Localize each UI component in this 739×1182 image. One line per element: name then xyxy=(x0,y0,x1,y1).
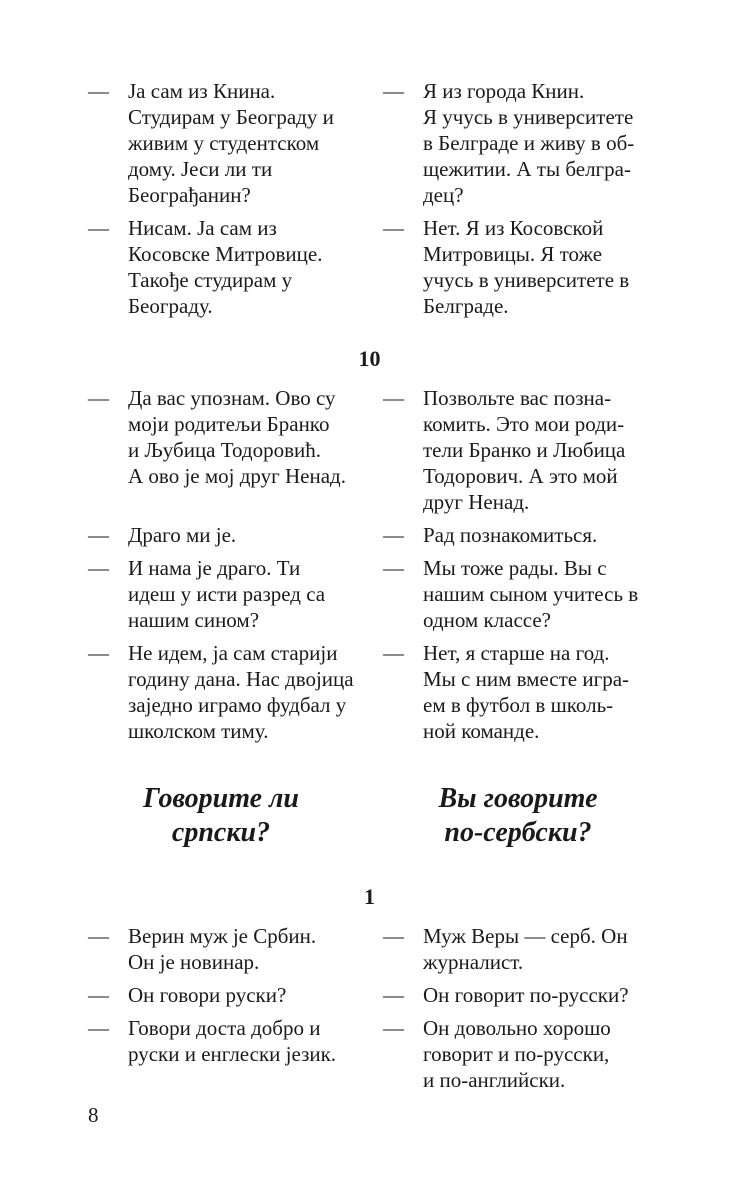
dash: — xyxy=(383,924,404,948)
dialogue-row xyxy=(0,104,739,130)
dialogue-row xyxy=(0,1015,739,1041)
dialogue-row xyxy=(0,607,739,633)
dialogue-row xyxy=(0,182,739,208)
serbian-line: Да вас упознам. Ово су xyxy=(128,386,336,410)
dash: — xyxy=(383,1016,404,1040)
dialogue-block-1 xyxy=(0,923,739,1093)
russian-line: Позвольте вас позна- xyxy=(423,386,612,410)
russian-line: щежитии. А ты белгра- xyxy=(423,157,631,181)
dialogue-row xyxy=(0,949,739,975)
russian-line: комить. Это мои роди- xyxy=(423,412,625,436)
serbian-line: Он говори руски? xyxy=(128,983,287,1007)
dash: — xyxy=(88,924,109,948)
dash: — xyxy=(88,556,109,580)
serbian-line: Он је новинар. xyxy=(128,950,260,974)
heading-line: Вы говорите xyxy=(438,783,598,814)
dialogue-row xyxy=(0,215,739,241)
russian-line: Нет, я старше на год. xyxy=(423,641,610,665)
dialogue-row xyxy=(0,463,739,489)
dialogue-row xyxy=(0,156,739,182)
dialogue-row xyxy=(0,522,739,548)
dialogue-row xyxy=(0,241,739,267)
dialogue-row xyxy=(0,718,739,744)
russian-line: друг Ненад. xyxy=(423,490,530,514)
dialogue-row xyxy=(0,666,739,692)
dialogue-row xyxy=(0,555,739,581)
page-number: 8 xyxy=(88,1103,99,1127)
section-number: 1 xyxy=(364,884,375,909)
dialogue-row xyxy=(0,130,739,156)
serbian-line: и Љубица Тодоровић. xyxy=(128,438,321,462)
serbian-line: школском тиму. xyxy=(128,719,269,743)
russian-line: Тодорович. А это мой xyxy=(423,464,618,488)
dialogue-row xyxy=(0,640,739,666)
russian-line: Нет. Я из Косовской xyxy=(423,216,604,240)
dash: — xyxy=(383,216,404,240)
serbian-line: Драго ми је. xyxy=(128,523,237,547)
dialogue-row xyxy=(0,267,739,293)
russian-line: ем в футбол в школь- xyxy=(423,693,614,717)
russian-line: Мы с ним вместе игра- xyxy=(423,667,630,691)
russian-line: одном классе? xyxy=(423,608,551,632)
dash: — xyxy=(88,983,109,1007)
dash: — xyxy=(88,386,109,410)
serbian-line: Студирам у Београду и xyxy=(128,105,334,129)
russian-line: Я из города Книн. xyxy=(423,79,585,103)
heading-line: српски? xyxy=(171,817,271,848)
serbian-line: Београђанин? xyxy=(128,183,251,207)
heading-serbian xyxy=(71,782,371,850)
russian-line: Он говорит по-русски? xyxy=(423,983,629,1007)
dialogue-row xyxy=(0,385,739,411)
dialogue-row xyxy=(0,78,739,104)
serbian-line: Косовске Митровице. xyxy=(128,242,323,266)
serbian-line: моји родитељи Бранко xyxy=(128,412,330,436)
dialogue-block-a xyxy=(0,78,739,319)
dash: — xyxy=(88,641,109,665)
russian-line: Митровицы. Я тоже xyxy=(423,242,603,266)
russian-line: Я учусь в университете xyxy=(423,105,634,129)
serbian-line: Такође студирам у xyxy=(128,268,293,292)
serbian-line: заједно играмо фудбал у xyxy=(128,693,347,717)
serbian-line: живим у студентском xyxy=(128,131,320,155)
russian-line: тели Бранко и Любица xyxy=(423,438,626,462)
dash: — xyxy=(88,1016,109,1040)
dialogue-row xyxy=(0,437,739,463)
serbian-line: Говори доста добро и xyxy=(128,1016,321,1040)
dialogue-row xyxy=(0,923,739,949)
dialogue-row xyxy=(0,489,739,515)
serbian-line: Ја сам из Книна. xyxy=(128,79,276,103)
dialogue-row xyxy=(0,692,739,718)
dash: — xyxy=(383,983,404,1007)
serbian-line: Не идем, ја сам старији xyxy=(128,641,338,665)
heading-line: Говорите ли xyxy=(143,783,299,814)
russian-line: Белграде. xyxy=(423,294,509,318)
russian-line: Он довольно хорошо xyxy=(423,1016,611,1040)
russian-line: Рад познакомиться. xyxy=(423,523,598,547)
serbian-line: Верин муж је Србин. xyxy=(128,924,317,948)
dash: — xyxy=(383,79,404,103)
serbian-line: идеш у исти разред са xyxy=(128,582,326,606)
russian-line: учусь в университете в xyxy=(423,268,630,292)
russian-line: ной команде. xyxy=(423,719,540,743)
dash: — xyxy=(383,556,404,580)
dialogue-row xyxy=(0,982,739,1008)
dash: — xyxy=(383,641,404,665)
dialogue-row xyxy=(0,411,739,437)
russian-line: дец? xyxy=(423,183,464,207)
serbian-line: нашим сином? xyxy=(128,608,260,632)
dialogue-row xyxy=(0,1067,739,1093)
russian-line: Муж Веры — серб. Он xyxy=(423,924,628,948)
dash: — xyxy=(88,216,109,240)
dash: — xyxy=(383,523,404,547)
dialogue-block-10 xyxy=(0,385,739,744)
serbian-line: И нама је драго. Ти xyxy=(128,556,301,580)
russian-line: нашим сыном учитесь в xyxy=(423,582,639,606)
heading-line: по-сербски? xyxy=(444,817,592,848)
russian-line: в Белграде и живу в об- xyxy=(423,131,635,155)
serbian-line: дому. Јеси ли ти xyxy=(128,157,273,181)
serbian-line: Београду. xyxy=(128,294,213,318)
heading-russian xyxy=(368,782,668,850)
dash: — xyxy=(383,386,404,410)
serbian-line: годину дана. Нас двојица xyxy=(128,667,354,691)
russian-line: и по-английски. xyxy=(423,1068,566,1092)
serbian-line: Нисам. Ја сам из xyxy=(128,216,277,240)
dialogue-row xyxy=(0,1041,739,1067)
section-number: 10 xyxy=(358,346,381,371)
dash: — xyxy=(88,523,109,547)
russian-line: журналист. xyxy=(423,950,524,974)
russian-line: говорит и по-русски, xyxy=(423,1042,610,1066)
serbian-line: руски и енглески језик. xyxy=(128,1042,337,1066)
dialogue-row xyxy=(0,581,739,607)
russian-line: Мы тоже рады. Вы с xyxy=(423,556,607,580)
dash: — xyxy=(88,79,109,103)
serbian-line: А ово је мој друг Ненад. xyxy=(128,464,346,488)
dialogue-row xyxy=(0,293,739,319)
